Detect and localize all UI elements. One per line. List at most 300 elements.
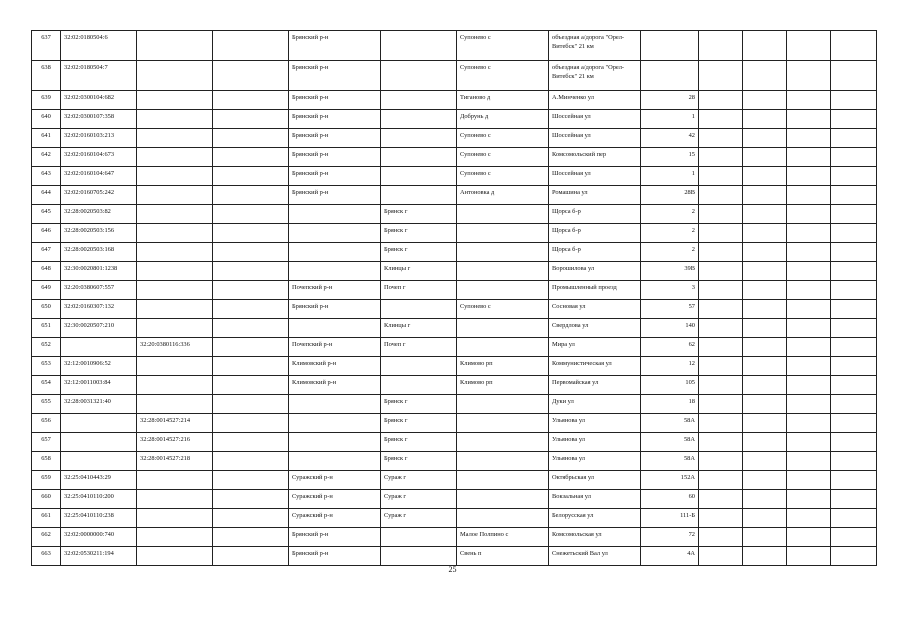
district-cell: [289, 433, 381, 452]
house-number-cell: 2: [641, 205, 699, 224]
table-row: [32, 91, 877, 110]
district-cell: [289, 414, 381, 433]
cadastral-number-alt: [137, 376, 213, 395]
empty-cell: [831, 205, 877, 224]
empty-cell: [213, 433, 289, 452]
empty-cell: [699, 129, 743, 148]
empty-cell: [787, 224, 831, 243]
table-row: [32, 452, 877, 471]
cadastral-number: 32:02:0530211:194: [61, 547, 137, 566]
cadastral-number: 32:02:0300104:682: [61, 91, 137, 110]
cadastral-number-alt: 32:20:0380116:336: [137, 338, 213, 357]
cadastral-number: 32:25:0410110:200: [61, 490, 137, 509]
empty-cell: [699, 262, 743, 281]
district-cell: [289, 224, 381, 243]
empty-cell: [213, 110, 289, 129]
city-cell: [381, 357, 457, 376]
empty-cell: [831, 186, 877, 205]
city-cell: [381, 167, 457, 186]
district-cell: Почепский р-н: [289, 281, 381, 300]
district-cell: Брянский р-н: [289, 61, 381, 91]
cadastral-number-alt: 32:28:0014527:216: [137, 433, 213, 452]
cadastral-number: 32:28:0020503:82: [61, 205, 137, 224]
district-cell: Брянский р-н: [289, 300, 381, 319]
empty-cell: [213, 395, 289, 414]
empty-cell: [831, 452, 877, 471]
row-number: 660: [32, 490, 61, 509]
empty-cell: [213, 528, 289, 547]
street-cell: Коммунистическая ул: [549, 357, 641, 376]
city-cell: [381, 300, 457, 319]
row-number: 652: [32, 338, 61, 357]
table-row: [32, 243, 877, 262]
empty-cell: [699, 91, 743, 110]
empty-cell: [787, 186, 831, 205]
cadastral-number-alt: [137, 509, 213, 528]
empty-cell: [743, 281, 787, 300]
cadastral-number: 32:02:0000000:740: [61, 528, 137, 547]
street-cell: Шоссейная ул: [549, 167, 641, 186]
settlement-cell: [457, 490, 549, 509]
empty-cell: [787, 452, 831, 471]
empty-cell: [743, 224, 787, 243]
empty-cell: [787, 433, 831, 452]
empty-cell: [743, 509, 787, 528]
house-number-cell: 58А: [641, 414, 699, 433]
house-number-cell: 28: [641, 91, 699, 110]
city-cell: Брянск г: [381, 433, 457, 452]
street-cell: Мира ул: [549, 338, 641, 357]
empty-cell: [787, 395, 831, 414]
empty-cell: [743, 357, 787, 376]
empty-cell: [743, 91, 787, 110]
district-cell: Климовский р-н: [289, 376, 381, 395]
street-cell: Вокзальная ул: [549, 490, 641, 509]
cadastral-number: 32:02:0160104:647: [61, 167, 137, 186]
empty-cell: [787, 281, 831, 300]
cadastral-number-alt: [137, 31, 213, 61]
street-cell: Дуки ул: [549, 395, 641, 414]
house-number-cell: 39В: [641, 262, 699, 281]
settlement-cell: Климово рп: [457, 376, 549, 395]
empty-cell: [831, 31, 877, 61]
house-number-cell: 12: [641, 357, 699, 376]
empty-cell: [743, 376, 787, 395]
row-number: 663: [32, 547, 61, 566]
cadastral-number: 32:28:0020503:156: [61, 224, 137, 243]
table-row: [32, 61, 877, 91]
table-row: [32, 148, 877, 167]
house-number-cell: [641, 31, 699, 61]
cadastral-number: 32:02:0180504:6: [61, 31, 137, 61]
row-number: 655: [32, 395, 61, 414]
cadastral-number-alt: [137, 319, 213, 338]
cadastral-number-alt: [137, 186, 213, 205]
page-number: 25: [448, 565, 457, 574]
cadastral-number: 32:12:0011003:84: [61, 376, 137, 395]
district-cell: Почепский р-н: [289, 338, 381, 357]
row-number: 659: [32, 471, 61, 490]
table-row: [32, 471, 877, 490]
row-number: 638: [32, 61, 61, 91]
cadastral-number-alt: [137, 129, 213, 148]
settlement-cell: Добрунь д: [457, 110, 549, 129]
empty-cell: [787, 91, 831, 110]
table-row: [32, 528, 877, 547]
settlement-cell: [457, 262, 549, 281]
cadastral-number: [61, 452, 137, 471]
table-row: [32, 490, 877, 509]
street-cell: Щорса б-р: [549, 205, 641, 224]
street-cell: Ворошилова ул: [549, 262, 641, 281]
table-row: [32, 262, 877, 281]
empty-cell: [831, 433, 877, 452]
empty-cell: [787, 262, 831, 281]
empty-cell: [787, 414, 831, 433]
house-number-cell: 28В: [641, 186, 699, 205]
house-number-cell: [641, 61, 699, 91]
street-cell: Октябрьская ул: [549, 471, 641, 490]
city-cell: Сураж г: [381, 490, 457, 509]
cadastral-number: 32:25:0410443:29: [61, 471, 137, 490]
table-row: [32, 167, 877, 186]
table-row: [32, 376, 877, 395]
empty-cell: [743, 338, 787, 357]
empty-cell: [699, 433, 743, 452]
empty-cell: [787, 547, 831, 566]
empty-cell: [787, 357, 831, 376]
cadastral-number-alt: [137, 395, 213, 414]
empty-cell: [213, 338, 289, 357]
street-cell: Промышленный проезд: [549, 281, 641, 300]
house-number-cell: 58А: [641, 433, 699, 452]
settlement-cell: Свень п: [457, 547, 549, 566]
table-row: [32, 547, 877, 566]
empty-cell: [213, 319, 289, 338]
empty-cell: [743, 148, 787, 167]
empty-cell: [831, 528, 877, 547]
city-cell: Почеп г: [381, 338, 457, 357]
empty-cell: [831, 319, 877, 338]
empty-cell: [831, 395, 877, 414]
street-cell: Щорса б-р: [549, 243, 641, 262]
empty-cell: [213, 129, 289, 148]
cadastral-number: [61, 433, 137, 452]
settlement-cell: Антоновка д: [457, 186, 549, 205]
row-number: 653: [32, 357, 61, 376]
empty-cell: [743, 300, 787, 319]
empty-cell: [831, 91, 877, 110]
empty-cell: [787, 471, 831, 490]
empty-cell: [743, 262, 787, 281]
house-number-cell: 3: [641, 281, 699, 300]
cadastral-number-alt: [137, 528, 213, 547]
cadastral-number: 32:02:0160705:242: [61, 186, 137, 205]
empty-cell: [699, 110, 743, 129]
settlement-cell: [457, 471, 549, 490]
settlement-cell: [457, 224, 549, 243]
table-row: [32, 205, 877, 224]
empty-cell: [699, 452, 743, 471]
house-number-cell: 15: [641, 148, 699, 167]
cadastral-number: 32:30:0020507:210: [61, 319, 137, 338]
house-number-cell: 105: [641, 376, 699, 395]
empty-cell: [213, 509, 289, 528]
cadastral-number-alt: 32:28:0014527:214: [137, 414, 213, 433]
row-number: 646: [32, 224, 61, 243]
settlement-cell: Супонево с: [457, 300, 549, 319]
street-cell: Свердлова ул: [549, 319, 641, 338]
table-row: [32, 509, 877, 528]
row-number: 649: [32, 281, 61, 300]
row-number: 662: [32, 528, 61, 547]
empty-cell: [831, 167, 877, 186]
empty-cell: [213, 281, 289, 300]
house-number-cell: 140: [641, 319, 699, 338]
row-number: 654: [32, 376, 61, 395]
empty-cell: [831, 61, 877, 91]
empty-cell: [743, 433, 787, 452]
cadastral-number-alt: [137, 490, 213, 509]
empty-cell: [743, 452, 787, 471]
street-cell: объездная а/дорога "Орел-Витебск" 21 км: [549, 61, 641, 91]
settlement-cell: Климово рп: [457, 357, 549, 376]
empty-cell: [213, 547, 289, 566]
cadastral-number: 32:02:0160103:213: [61, 129, 137, 148]
registry-table: [31, 30, 877, 566]
row-number: 644: [32, 186, 61, 205]
empty-cell: [743, 319, 787, 338]
empty-cell: [831, 490, 877, 509]
row-number: 647: [32, 243, 61, 262]
empty-cell: [743, 547, 787, 566]
empty-cell: [213, 414, 289, 433]
cadastral-number: [61, 414, 137, 433]
cadastral-number-alt: [137, 61, 213, 91]
empty-cell: [743, 414, 787, 433]
empty-cell: [787, 300, 831, 319]
house-number-cell: 1: [641, 167, 699, 186]
row-number: 642: [32, 148, 61, 167]
table-row: [32, 319, 877, 338]
table-row: [32, 224, 877, 243]
empty-cell: [213, 471, 289, 490]
empty-cell: [699, 547, 743, 566]
district-cell: Брянский р-н: [289, 110, 381, 129]
empty-cell: [787, 338, 831, 357]
city-cell: [381, 376, 457, 395]
empty-cell: [213, 148, 289, 167]
empty-cell: [699, 376, 743, 395]
empty-cell: [699, 243, 743, 262]
row-number: 643: [32, 167, 61, 186]
cadastral-number: 32:02:0160104:673: [61, 148, 137, 167]
empty-cell: [787, 490, 831, 509]
empty-cell: [831, 110, 877, 129]
city-cell: [381, 148, 457, 167]
empty-cell: [787, 31, 831, 61]
cadastral-number: 32:30:0020801:1238: [61, 262, 137, 281]
empty-cell: [787, 528, 831, 547]
cadastral-number-alt: 32:28:0014527:218: [137, 452, 213, 471]
house-number-cell: 111-Б: [641, 509, 699, 528]
row-number: 640: [32, 110, 61, 129]
table-row: [32, 357, 877, 376]
empty-cell: [743, 110, 787, 129]
empty-cell: [213, 300, 289, 319]
empty-cell: [831, 148, 877, 167]
table-row: [32, 414, 877, 433]
empty-cell: [699, 224, 743, 243]
empty-cell: [787, 129, 831, 148]
empty-cell: [699, 319, 743, 338]
house-number-cell: 152А: [641, 471, 699, 490]
row-number: 657: [32, 433, 61, 452]
row-number: 651: [32, 319, 61, 338]
empty-cell: [213, 376, 289, 395]
city-cell: [381, 110, 457, 129]
city-cell: Брянск г: [381, 243, 457, 262]
empty-cell: [699, 61, 743, 91]
house-number-cell: 2: [641, 243, 699, 262]
settlement-cell: Супонево с: [457, 167, 549, 186]
street-cell: Ульянова ул: [549, 433, 641, 452]
empty-cell: [831, 338, 877, 357]
empty-cell: [831, 414, 877, 433]
settlement-cell: [457, 281, 549, 300]
cadastral-number-alt: [137, 471, 213, 490]
district-cell: Суражский р-н: [289, 490, 381, 509]
settlement-cell: [457, 414, 549, 433]
empty-cell: [699, 395, 743, 414]
empty-cell: [699, 338, 743, 357]
empty-cell: [743, 490, 787, 509]
row-number: 648: [32, 262, 61, 281]
empty-cell: [787, 319, 831, 338]
cadastral-number: 32:12:0010906:52: [61, 357, 137, 376]
empty-cell: [831, 300, 877, 319]
cadastral-number-alt: [137, 205, 213, 224]
table-row: [32, 186, 877, 205]
cadastral-number: 32:02:0180504:7: [61, 61, 137, 91]
empty-cell: [213, 452, 289, 471]
district-cell: [289, 395, 381, 414]
table-row: [32, 338, 877, 357]
row-number: 645: [32, 205, 61, 224]
empty-cell: [213, 490, 289, 509]
house-number-cell: 60: [641, 490, 699, 509]
city-cell: Брянск г: [381, 224, 457, 243]
empty-cell: [699, 471, 743, 490]
empty-cell: [699, 205, 743, 224]
district-cell: Суражский р-н: [289, 471, 381, 490]
district-cell: Брянский р-н: [289, 167, 381, 186]
settlement-cell: Супонево с: [457, 61, 549, 91]
empty-cell: [787, 110, 831, 129]
street-cell: Комсомольская ул: [549, 528, 641, 547]
empty-cell: [831, 262, 877, 281]
district-cell: [289, 452, 381, 471]
district-cell: Климовский р-н: [289, 357, 381, 376]
city-cell: Почеп г: [381, 281, 457, 300]
table-row: [32, 31, 877, 61]
city-cell: [381, 528, 457, 547]
empty-cell: [213, 186, 289, 205]
city-cell: Сураж г: [381, 471, 457, 490]
table-body: [32, 31, 877, 566]
street-cell: объездная а/дорога "Орел-Витебск" 21 км: [549, 31, 641, 61]
cadastral-number-alt: [137, 357, 213, 376]
cadastral-number-alt: [137, 262, 213, 281]
district-cell: [289, 262, 381, 281]
empty-cell: [831, 129, 877, 148]
empty-cell: [699, 167, 743, 186]
cadastral-number: 32:25:0410110:238: [61, 509, 137, 528]
street-cell: Шоссейная ул: [549, 110, 641, 129]
empty-cell: [831, 509, 877, 528]
empty-cell: [699, 357, 743, 376]
row-number: 641: [32, 129, 61, 148]
district-cell: Брянский р-н: [289, 528, 381, 547]
house-number-cell: 2: [641, 224, 699, 243]
district-cell: Брянский р-н: [289, 129, 381, 148]
street-cell: Белорусская ул: [549, 509, 641, 528]
empty-cell: [831, 281, 877, 300]
house-number-cell: 1: [641, 110, 699, 129]
cadastral-number-alt: [137, 110, 213, 129]
row-number: 639: [32, 91, 61, 110]
empty-cell: [699, 281, 743, 300]
cadastral-number-alt: [137, 167, 213, 186]
empty-cell: [213, 61, 289, 91]
settlement-cell: [457, 433, 549, 452]
settlement-cell: Супонево с: [457, 148, 549, 167]
street-cell: Щорса б-р: [549, 224, 641, 243]
city-cell: [381, 186, 457, 205]
row-number: 658: [32, 452, 61, 471]
empty-cell: [213, 167, 289, 186]
street-cell: Снежетьский Вал ул: [549, 547, 641, 566]
settlement-cell: [457, 319, 549, 338]
table-row: [32, 129, 877, 148]
house-number-cell: 4А: [641, 547, 699, 566]
empty-cell: [743, 243, 787, 262]
street-cell: Комсомольский пер: [549, 148, 641, 167]
city-cell: [381, 129, 457, 148]
empty-cell: [743, 167, 787, 186]
street-cell: Первомайская ул: [549, 376, 641, 395]
empty-cell: [699, 300, 743, 319]
cadastral-number-alt: [137, 300, 213, 319]
district-cell: Брянский р-н: [289, 186, 381, 205]
row-number: 650: [32, 300, 61, 319]
city-cell: Брянск г: [381, 395, 457, 414]
settlement-cell: [457, 243, 549, 262]
empty-cell: [699, 528, 743, 547]
empty-cell: [831, 243, 877, 262]
district-cell: [289, 243, 381, 262]
empty-cell: [213, 224, 289, 243]
settlement-cell: Супонево с: [457, 129, 549, 148]
settlement-cell: Супонево с: [457, 31, 549, 61]
empty-cell: [787, 243, 831, 262]
empty-cell: [831, 471, 877, 490]
city-cell: Брянск г: [381, 452, 457, 471]
empty-cell: [699, 490, 743, 509]
empty-cell: [787, 167, 831, 186]
district-cell: Брянский р-н: [289, 148, 381, 167]
cadastral-number-alt: [137, 91, 213, 110]
